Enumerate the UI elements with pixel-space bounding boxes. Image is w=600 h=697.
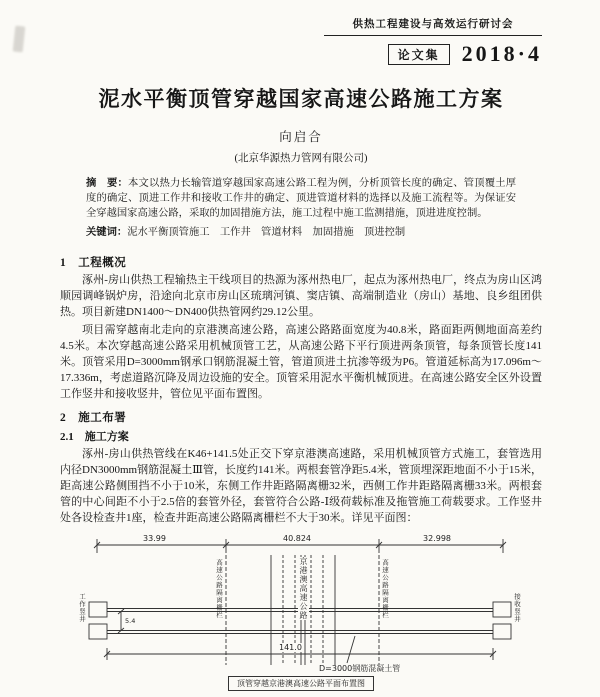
- dim-pipe-length: 141.0: [279, 643, 302, 653]
- issue-row: [388, 41, 542, 67]
- figure-caption: 顶管穿越京港澳高速公路平面布置图: [228, 676, 374, 691]
- abstract-block: [86, 176, 516, 222]
- page-header: [60, 14, 542, 67]
- scan-artifact: [13, 26, 26, 53]
- abstract-label: 摘 要：: [86, 178, 128, 189]
- section-1-paragraph-1: 涿州-房山供热工程输热主干线项目的热源为涿州热电厂，起点为涿州热电厂，终点为房山区鸿顺园调峰锅炉房，沿途向北京市房山区琉璃河镇、窦店镇、高端制造业（房山）基地、良乡组团供热。项目新建DN1400～DN400供热管网约29.12公里。: [60, 273, 542, 318]
- dim-pipe-gap: 5.4: [125, 617, 136, 626]
- east-fence-label: 高速公路隔离栅栏: [381, 559, 389, 620]
- west-fence-label: 高速公路隔离栅栏: [215, 559, 223, 620]
- paper-title: 泥水平衡顶管穿越国家高速公路施工方案: [98, 87, 504, 111]
- author-affiliation: (北京华源热力管网有限公司): [234, 153, 368, 164]
- issue-number: 2018·4: [461, 41, 542, 66]
- dim-west-offset: 33.99: [143, 534, 166, 544]
- keywords-block: [86, 226, 516, 241]
- work-shaft-label: 工作竖井: [78, 593, 86, 624]
- abstract-text: 本文以热力长输管道穿越国家高速公路工程为例，分析顶管长度的确定、管顶覆土厚度的确定、顶进工作井和接收工作井的确定、顶进管道材料的选择以及施工流程等。为保证安全穿越国家高速公路，采取的加固措施方法，施工过程中施工监测措施，顶进进度控制。: [86, 178, 517, 220]
- keywords-label: 关键词：: [86, 226, 128, 238]
- highway-name-label: 京港澳高速公路: [299, 557, 308, 621]
- section-2-heading: 2 施工布署: [60, 412, 127, 424]
- proceedings-badge: 论文集: [388, 44, 450, 65]
- author-name: 向启合: [279, 130, 323, 144]
- section-1-heading: 1 工程概况: [60, 256, 127, 269]
- keywords-text: 泥水平衡顶管施工 工作井 管道材料 加固措施 顶进控制: [127, 226, 406, 238]
- section-2-1-heading: 2.1 施工方案: [60, 431, 129, 443]
- plan-view-drawing: [79, 533, 523, 691]
- conference-rule: [324, 14, 542, 36]
- pipe-spec-label: D=3000钢筋混凝土管: [319, 664, 401, 674]
- conference-name: 供热工程建设与高效运行研讨会: [352, 19, 514, 30]
- receiving-shaft-label: 接收竖井: [513, 593, 521, 624]
- section-1-paragraph-2: 项目需穿越南北走向的京港澳高速公路，高速公路路面宽度为40.8米，路面距两侧地面高差约4.5米。本次穿越高速公路采用机械顶管工艺，从高速公路下平行顶进两条顶管，每条顶管长度141米。顶管采用D=3000mm钢承口钢筋混凝土管，管道顶进土抗渗等级为P6。管道延标高为17.096m～17.336m，考虑道路沉降及周边设施的安全。顶管采用泥水平衡机械顶进。在高速公路安全区外设置工作竖井和接收竖井，管位见平面布置图。: [60, 323, 542, 400]
- dim-east-offset: 32.998: [423, 534, 451, 544]
- dim-road-width: 40.824: [283, 534, 311, 544]
- section-2-1-paragraph-1: 涿州-房山供热管线在K46+141.5处正交下穿京港澳高速路，采用机械顶管方式施工，套管选用内径DN3000mm钢筋混凝土Ⅲ管，长度约141米。两根套管净距5.4米，管顶埋深距地面不小于15米，距高速公路侧围挡不小于10米，东侧工作井距路隔离栅32米，西侧工作井距路隔离栅33米。两根套管的中心间距不小于2.5倍的套管外径，套管符合公路-Ⅰ级荷载标准及拖管施工荷载要求。工作竖井处各设检查井1座，检查井距高速公路隔离栅栏不大于30米。详见平面图：: [60, 448, 542, 525]
